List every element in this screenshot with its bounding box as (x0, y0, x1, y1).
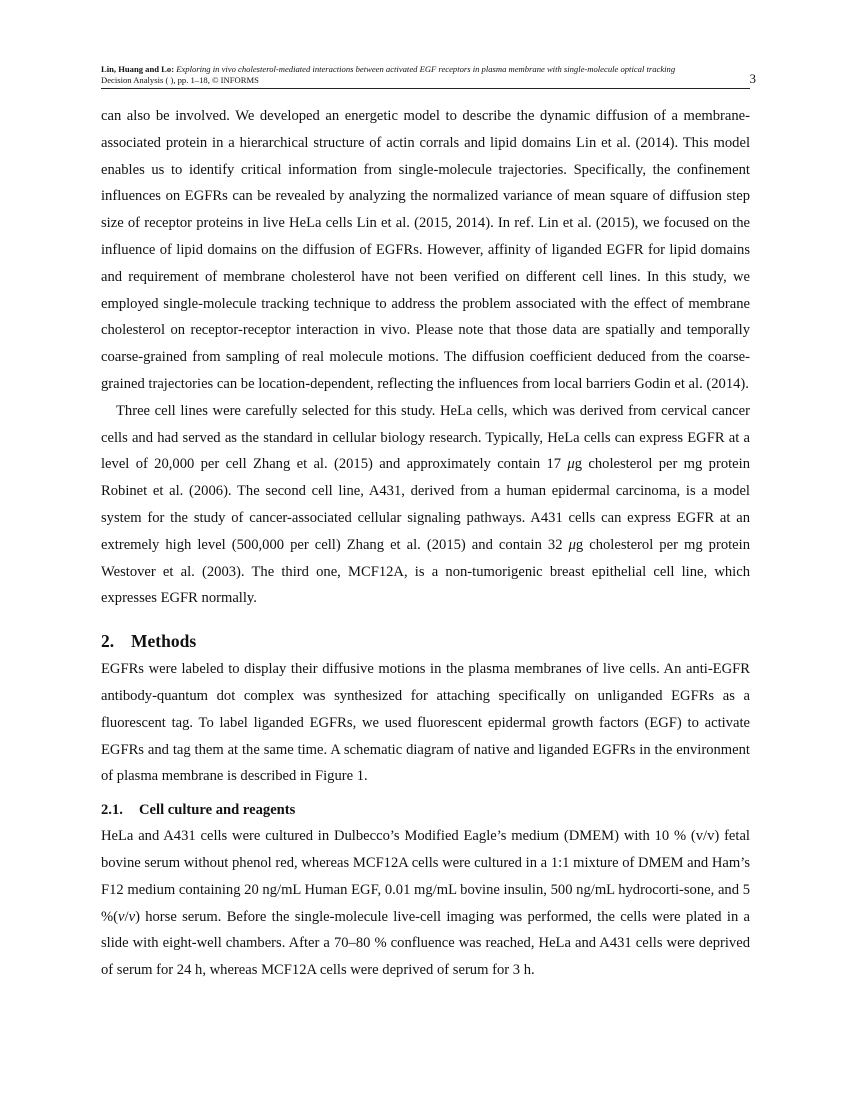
header-title: Exploring in vivo cholesterol-mediated interactions between activated EGF receptors in plasma membrane with single-molecule optical tracking (176, 64, 676, 74)
text-run: g cholesterol per mg protein Robinet et al. (2006). The second cell line, A431, derived from a human epidermal carcinoma, is a model system for the study of cancer-associated cellular signaling pathways. A431 cells can express EGFR at an extremely high level (500,000 per cell) Zhang et al. (2015) and contain 32 (101, 456, 750, 553)
text-run: HeLa and A431 cells were cultured in Dulbecco’s Modified Eagle’s medium (DMEM) with 10 % (v/v) fetal bovine serum without phenol red, whereas MCF12A cells were cultured in a 1:1 mixture of DMEM and Ham’s F12 medium containing 20 ng/mL Human EGF, 0.01 mg/mL bovine insulin, 500 ng/mL hydrocorti-sone, and 5 %( (101, 828, 750, 925)
subsection-title: Cell culture and reagents (139, 802, 296, 819)
italic-v: v (128, 908, 136, 925)
paragraph-intro-continued: can also be involved. We developed an energetic model to describe the dynamic diffusion of a membrane-associated protein in a hierarchical structure of actin corrals and lipid domains Lin et al. (2014). This model enables us to identify critical information from single-molecule trajectories. Specifically, the confinement influences on EGFRs can be revealed by analyzing the normalized variance of mean square of diffusion step size of receptor proteins in live HeLa cells Lin et al. (2015, 2014). In ref. Lin et al. (2015), we focused on the influence of lipid domains on the diffusion of EGFRs. However, affinity of liganded EGFR for lipid domains and requirement of membrane cholesterol have not been verified on different cell lines. In this study, we employed single-molecule tracking technique to address the problem associated with the effect of membrane cholesterol on receptor-receptor interaction in vivo. Please note that those data are spatially and temporally coarse-grained from sampling of real molecule motions. The diffusion coefficient deduced from the coarse-grained trajectories can be location-dependent, reflecting the influences from local barriers Godin et al. (2014). (101, 108, 750, 392)
subsection-heading-cell-culture (101, 800, 750, 820)
section-title: Methods (131, 631, 197, 652)
subsection-number: 2.1. (101, 802, 123, 819)
text-run: g cholesterol per mg protein Westover et al. (2003). The third one, MCF12A, is a non-tumorigenic breast epithelial cell line, which expresses EGFR normally. (101, 536, 750, 607)
section-heading-methods (101, 630, 750, 652)
paragraph-methods: EGFRs were labeled to display their diffusive motions in the plasma membranes of live cells. An anti-EGFR antibody-quantum dot complex was synthesized for attaching specifically on unliganded EGFRs as a fluorescent tag. To label liganded EGFRs, we used fluorescent epidermal growth factors (EGF) to activate EGFRs and tag them at the same time. A schematic diagram of native and liganded EGFRs in the environment of plasma membrane is described in Figure 1. (101, 661, 750, 785)
page-number: 3 (749, 71, 756, 86)
paragraph-cell-culture (101, 823, 750, 984)
page-body (101, 103, 750, 984)
italic-v: v (118, 908, 125, 925)
mu-symbol: μ (567, 456, 575, 473)
header-authors: Lin, Huang and Lo: (101, 64, 175, 74)
text-run: Three cell lines were carefully selected for this study. HeLa cells, which was derived from cervical cancer cells and had served as the standard in cellular biology research. Typically, HeLa cells can express EGFR at a level of 20,000 per cell Zhang et al. (2015) and approximately contain 17 (101, 402, 750, 473)
section-number: 2. (101, 631, 115, 652)
header-line-1 (101, 64, 750, 75)
header-journal: Decision Analysis ( ), pp. 1–18, © INFORMS (101, 75, 259, 85)
mu-symbol: μ (568, 536, 576, 553)
text-run: ) horse serum. Before the single-molecule live-cell imaging was performed, the cells were plated in a slide with eight-well chambers. After a 70–80 % confluence was reached, HeLa and A431 cells were deprived of serum for 24 h, whereas MCF12A cells were deprived of serum for 3 h. (101, 908, 750, 979)
running-header (101, 64, 756, 89)
paragraph-cell-lines (101, 398, 750, 612)
slash: / (124, 908, 129, 925)
